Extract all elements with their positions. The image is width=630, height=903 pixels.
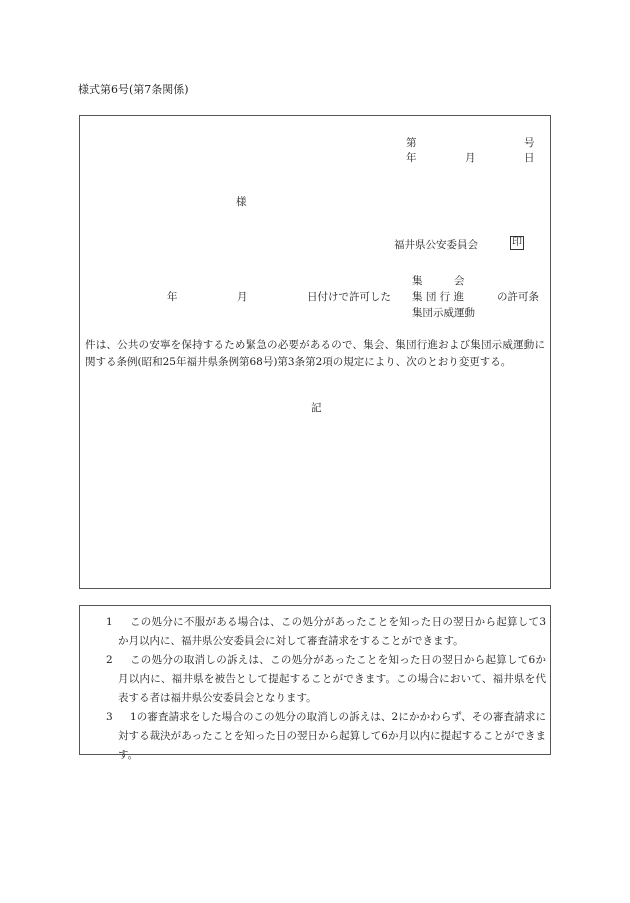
note-number: 1 bbox=[106, 616, 113, 628]
permit-suffix: の許可条 bbox=[497, 291, 539, 303]
note-item bbox=[106, 708, 546, 765]
note-text: この処分に不服がある場合は、この処分があったことを知った日の翌日から起算して3か月以内に、福井県公安委員会に対して審査請求をすることができます。 bbox=[118, 616, 546, 647]
permit-month: 月 bbox=[237, 291, 248, 303]
issuer-name: 福井県公安委員会 bbox=[394, 239, 478, 251]
form-title: 様式第6号(第7条関係) bbox=[78, 83, 189, 96]
notes-box bbox=[79, 605, 551, 761]
permit-option-assembly: 集 会 bbox=[412, 275, 465, 287]
body-paragraph: 件は、公共の安寧を保持するため緊急の必要があるので、集会、集団行進および集団示威運動に関する条例(昭和25年福井県条例第68号)第3条第2項の規定により、次のとおり変更する。 bbox=[85, 339, 545, 368]
note-number: 2 bbox=[106, 654, 113, 666]
permit-option-demonstration: 集団示威運動 bbox=[412, 307, 475, 319]
note-number: 3 bbox=[106, 711, 113, 723]
note-text: この処分の取消しの訴えは、この処分があったことを知った日の翌日から起算して6か月以内に、福井県を被告として提起することができます。この場合において、福井県を代表する者は福井県公安委員会となります。 bbox=[118, 654, 546, 704]
permit-dated: 日付けで許可した bbox=[307, 291, 391, 303]
note-item bbox=[106, 613, 546, 651]
note-text: 1の審査請求をした場合のこの処分の取消しの訴えは、2にかかわらず、その審査請求に対する裁決があったことを知った日の翌日から起算して6か月以内に提起することができます。 bbox=[118, 711, 546, 761]
number-prefix: 第 bbox=[406, 137, 417, 149]
permit-option-procession: 集 団 行 進 bbox=[412, 291, 465, 303]
date-month: 月 bbox=[465, 152, 476, 164]
record-label: 記 bbox=[311, 402, 322, 414]
addressee-suffix: 様 bbox=[236, 196, 247, 208]
date-year: 年 bbox=[406, 152, 417, 164]
seal-mark: 印 bbox=[512, 237, 522, 248]
note-item bbox=[106, 651, 546, 708]
date-day: 日 bbox=[524, 152, 535, 164]
notice-box bbox=[79, 115, 551, 589]
permit-year: 年 bbox=[167, 291, 178, 303]
number-suffix: 号 bbox=[524, 137, 535, 149]
